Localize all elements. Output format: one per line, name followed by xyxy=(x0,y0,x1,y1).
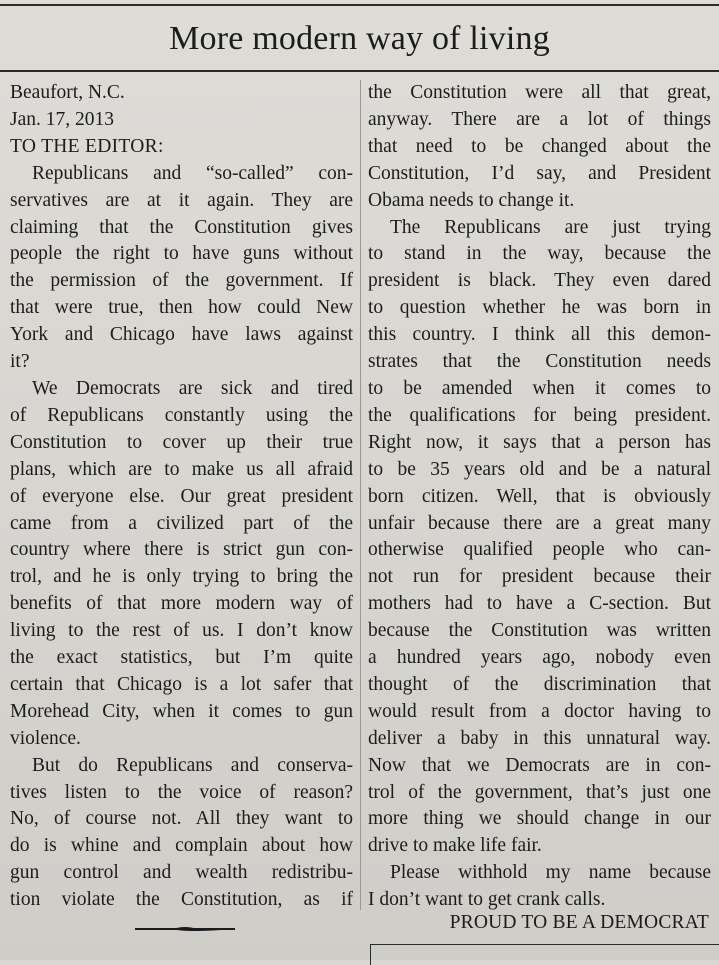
headline: More modern way of living xyxy=(169,20,550,57)
left-column-line: living to the rest of us. I don’t know xyxy=(10,620,353,642)
right-column-line: I don’t want to get crank calls. xyxy=(368,889,606,911)
signature: PROUD TO BE A DEMOCRAT xyxy=(449,912,709,933)
dateline-place: Beaufort, N.C. xyxy=(10,82,125,103)
right-column-line: because the Constitution was written xyxy=(368,620,711,642)
right-column-line: mothers had to have a C-section. But xyxy=(368,593,711,615)
right-column-line: Now that we Democrats are in con- xyxy=(368,754,711,776)
right-column-line: president is black. They even dared xyxy=(368,270,711,292)
ornament-dash xyxy=(135,925,235,933)
right-column-line: thought of the discrimination that xyxy=(368,673,711,695)
right-column-line: strates that the Constitution needs xyxy=(368,351,711,373)
right-column-line: would result from a doctor having to xyxy=(368,700,711,722)
right-column-line: this country. I think all this demon- xyxy=(368,324,711,346)
left-column-line: country where there is strict gun con- xyxy=(10,539,353,561)
left-column-line: plans, which are to make us all afraid xyxy=(10,458,353,480)
right-column-line: unfair because there are a great many xyxy=(368,512,711,534)
right-column-line: born citizen. Well, that is obviously xyxy=(368,485,711,507)
left-column-line: certain that Chicago is a lot safer that xyxy=(10,673,353,695)
salutation: TO THE EDITOR: xyxy=(10,135,164,157)
right-column-line: the Constitution were all that great, xyxy=(368,82,711,103)
left-column-line: trol, and he is only trying to bring the xyxy=(10,566,353,588)
left-column-line: tives listen to the voice of reason? xyxy=(10,781,353,803)
right-column-line: to question whether he was born in xyxy=(368,297,711,319)
right-column-line: Please withhold my name because xyxy=(390,862,711,884)
left-column xyxy=(10,80,353,914)
right-column-line: to stand in the way, because the xyxy=(368,243,711,265)
top-rule xyxy=(0,4,719,6)
left-column-line: No, of course not. All they want to xyxy=(10,808,353,830)
left-column-line: it? xyxy=(10,351,30,373)
right-column-line: Right now, it says that a person has xyxy=(368,431,711,453)
right-column-line: to be 35 years old and be a natural xyxy=(368,458,711,480)
right-column-line: otherwise qualified people who can- xyxy=(368,539,711,561)
right-column-line: Constitution, I’d say, and President xyxy=(368,162,711,184)
adjacent-box-edge xyxy=(370,944,719,965)
left-column-line: of Republicans constantly using the xyxy=(10,404,353,426)
right-column-line: a hundred years ago, nobody even xyxy=(368,647,711,669)
left-column-line: tion violate the Constitution, as if xyxy=(10,889,353,911)
left-column-line: Republicans and “so-called” con- xyxy=(32,162,353,184)
left-column-line: people the right to have guns without xyxy=(10,243,353,265)
right-column-line: anyway. There are a lot of things xyxy=(368,108,711,130)
right-column-line: drive to make life fair. xyxy=(368,835,542,857)
left-column-line: came from a civilized part of the xyxy=(10,512,353,534)
right-column-line: not run for president because their xyxy=(368,566,711,588)
right-column-line: that need to be changed about the xyxy=(368,135,711,157)
left-column-line: of everyone else. Our great president xyxy=(10,485,353,507)
left-column-line: gun control and wealth redistribu- xyxy=(10,862,353,884)
right-column-line: Obama needs to change it. xyxy=(368,189,575,211)
left-column-line: We Democrats are sick and tired xyxy=(32,377,353,399)
left-column-line: servatives are at it again. They are xyxy=(10,189,353,211)
left-column-line: But do Republicans and conserva- xyxy=(32,754,353,776)
right-column xyxy=(368,80,711,914)
left-column-line: the permission of the government. If xyxy=(10,270,353,292)
left-column-line: do is whine and complain about how xyxy=(10,835,353,857)
left-column-line: that were true, then how could New xyxy=(10,297,353,319)
left-column-line: benefits of that more modern way of xyxy=(10,593,353,615)
left-column-line: violence. xyxy=(10,727,81,749)
right-column-line: more thing we should change in our xyxy=(368,808,711,830)
right-column-line: the qualifications for being president. xyxy=(368,404,711,426)
left-column-line: Constitution to cover up their true xyxy=(10,431,353,453)
headline-rule xyxy=(0,70,719,72)
right-column-line: deliver a baby in this unnatural way. xyxy=(368,727,711,749)
left-column-line: Morehead City, when it comes to gun xyxy=(10,700,353,722)
left-column-line: the exact statistics, but I’m quite xyxy=(10,647,353,669)
right-column-line: to be amended when it comes to xyxy=(368,377,711,399)
left-column-line: York and Chicago have laws against xyxy=(10,324,353,346)
left-column-line: claiming that the Constitution gives xyxy=(10,216,353,238)
column-divider xyxy=(360,80,361,910)
right-column-line: trol of the government, that’s just one xyxy=(368,781,711,803)
right-column-line: The Republicans are just trying xyxy=(390,216,711,238)
dateline-date: Jan. 17, 2013 xyxy=(10,108,114,130)
